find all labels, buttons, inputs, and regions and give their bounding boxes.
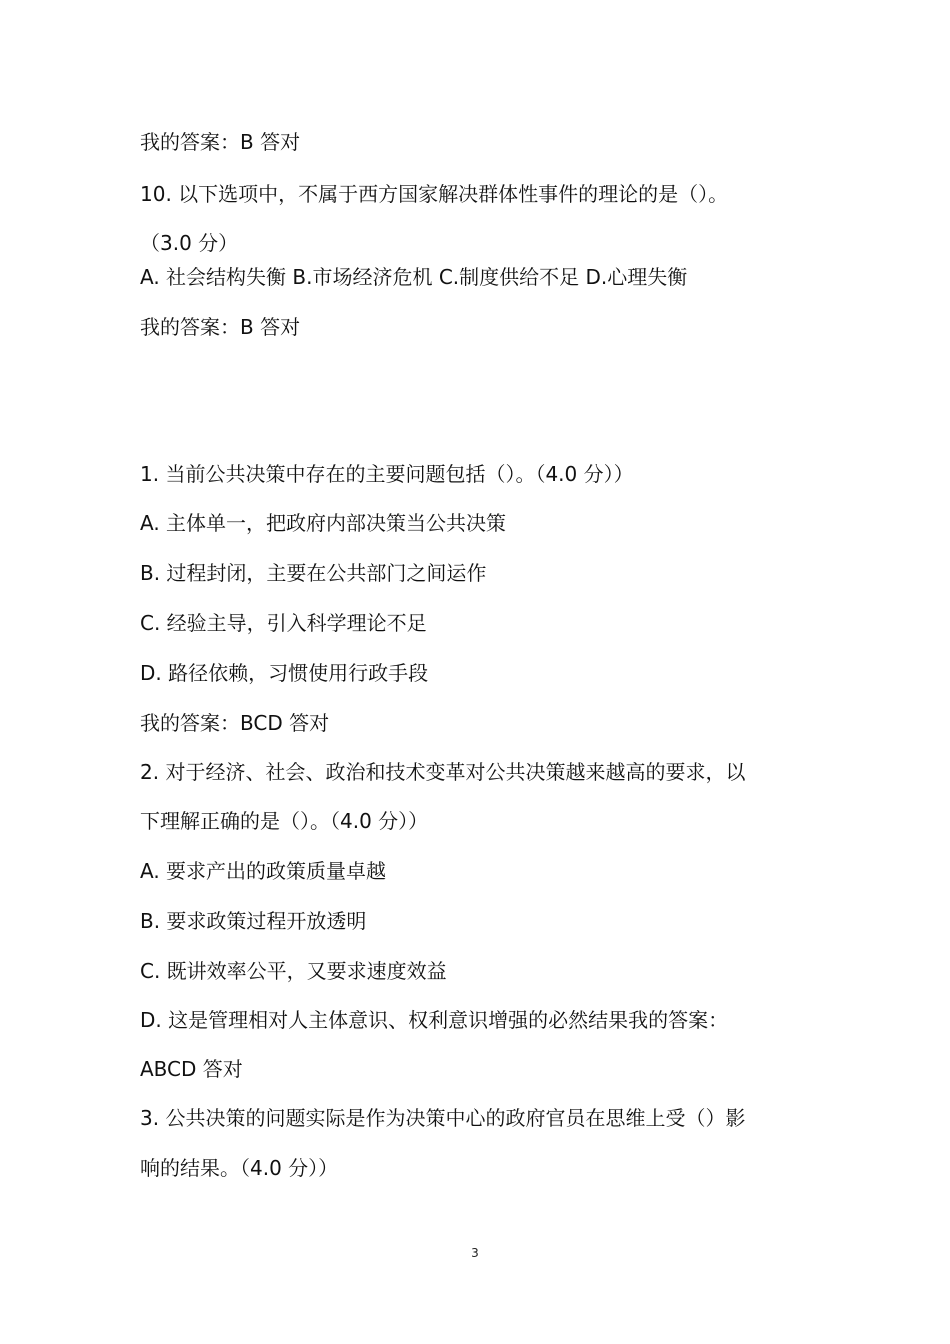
question-10-options: A. 社会结构失衡 B.市场经济危机 C.制度供给不足 D.心理失衡 (140, 265, 688, 289)
question-3-text-line1: 3. 公共决策的问题实际是作为决策中心的政府官员在思维上受（）影 (140, 1106, 746, 1130)
question-2-option-c: C. 既讲效率公平，又要求速度效益 (140, 959, 447, 983)
question-1-option-c: C. 经验主导，引入科学理论不足 (140, 611, 427, 635)
question-3-text-line2: 响的结果。（4.0 分）） (140, 1156, 339, 1180)
question-1-option-d: D. 路径依赖，习惯使用行政手段 (140, 661, 429, 685)
question-1-text: 1. 当前公共决策中存在的主要问题包括（）。（4.0 分）） (140, 462, 634, 486)
question-2-option-d: D. 这是管理相对人主体意识、权利意识增强的必然结果我的答案： (140, 1008, 729, 1032)
question-10-text: 10. 以下选项中，不属于西方国家解决群体性事件的理论的是（）。 (140, 182, 729, 206)
question-2-option-a: A. 要求产出的政策质量卓越 (140, 859, 387, 883)
answer-line-q1: 我的答案：BCD 答对 (140, 711, 330, 735)
question-2-option-b: B. 要求政策过程开放透明 (140, 909, 367, 933)
question-10-score: （3.0 分） (140, 231, 239, 255)
answer-line-q2: ABCD 答对 (140, 1057, 243, 1081)
question-2-text-line1: 2. 对于经济、社会、政治和技术变革对公共决策越来越高的要求，以 (140, 760, 746, 784)
question-1-option-a: A. 主体单一，把政府内部决策当公共决策 (140, 511, 507, 535)
question-1-option-b: B. 过程封闭，主要在公共部门之间运作 (140, 561, 487, 585)
answer-line-q9: 我的答案：B 答对 (140, 130, 301, 154)
page-number: 3 (471, 1246, 479, 1260)
question-2-text-line2: 下理解正确的是（）。（4.0 分）） (140, 809, 429, 833)
answer-line-q10: 我的答案：B 答对 (140, 315, 301, 339)
